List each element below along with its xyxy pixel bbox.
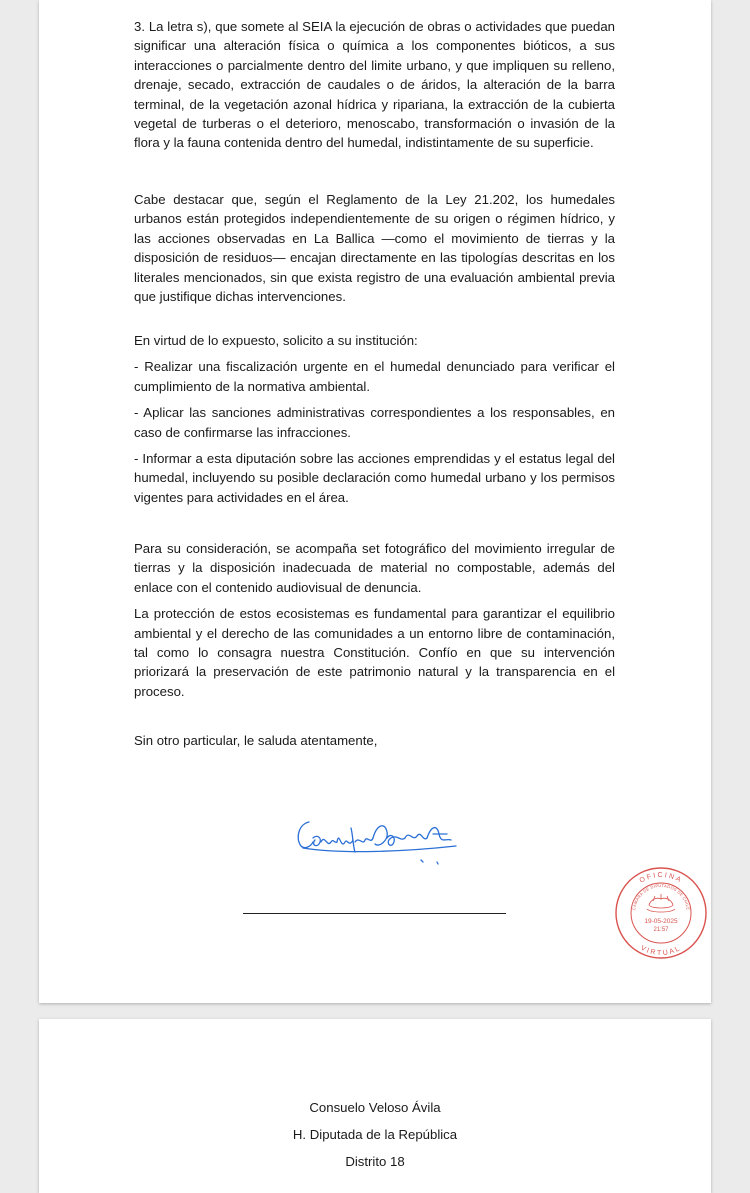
request-item: - Realizar una fiscalización urgente en el humedal denunciado para verificar el cumplimiento de la normativa ambiental.: [134, 359, 615, 394]
signer-name: Consuelo Veloso Ávila: [309, 1100, 441, 1115]
signature-line: [243, 913, 506, 914]
closing-text: Sin otro particular, le saluda atentamente,: [134, 733, 378, 748]
body-paragraph: Cabe destacar que, según el Reglamento de la Ley 21.202, los humedales urbanos están protegidos independientemente de su origen o régimen hídrico, y las acciones observadas en La Ballica —como el movimiento de tierras y la disposición de residuos— encajan directamente en las tipologías descritas en los literales mencionados, sin que exista registro de una evaluación ambiental previa que justifique dichas intervenciones.: [134, 192, 615, 305]
stamp-ring-text: CAMARA DE DIPUTADOS DE CHILE: [631, 882, 691, 911]
signer-title: H. Diputada de la República: [292, 1127, 458, 1142]
body-paragraph: La protección de estos ecosistemas es fundamental para garantizar el equilibrio ambiental y el derecho de las comunidades a un entorno libre de contaminación, tal como lo consagra nuestra Constitución. Confío en que su intervención priorizará la preservación de este patrimonio natural y la transparencia en el proceso.: [134, 606, 615, 699]
document-page-1: [39, 0, 711, 1003]
closing-salutation: [134, 731, 615, 750]
consideration-section: [134, 539, 615, 701]
request-item: - Informar a esta diputación sobre las acciones emprendidas y el estatus legal del humedal, incluyendo su posible declaración como humedal urbano y los permisos vigentes para actividades en el área.: [134, 451, 615, 505]
handwritten-signature: [291, 808, 466, 868]
signer-district: Distrito 18: [345, 1154, 405, 1169]
office-stamp: [611, 865, 711, 960]
body-paragraph: Para su consideración, se acompaña set fotográfico del movimiento irregular de tierras y la disposición inadecuada de material no compostable, además del enlace con el contenido audiovisual de denuncia.: [134, 541, 615, 595]
paragraph-letra-s: [134, 17, 615, 153]
request-section: [134, 331, 615, 507]
stamp-date: 19-05-2025: [644, 918, 678, 925]
paragraph-reglamento: [134, 190, 615, 306]
stamp-bottom-text: VIRTUAL: [639, 944, 683, 958]
request-intro: En virtud de lo expuesto, solicito a su institución:: [134, 333, 418, 348]
stamp-time: 21:57: [653, 927, 669, 933]
stamp-top-text: OFICINA: [638, 872, 684, 885]
document-page-2: [39, 1019, 711, 1193]
request-item: - Aplicar las sanciones administrativas correspondientes a los responsables, en caso de confirmarse las infracciones.: [134, 405, 615, 440]
body-paragraph: 3. La letra s), que somete al SEIA la ejecución de obras o actividades que puedan significar una alteración física o química a los componentes bióticos, a sus interacciones o parcialmente dentro del limite urbano, y que impliquen su relleno, drenaje, secado, extracción de caudales o de áridos, la alteración de la barra terminal, de la vegetación azonal hídrica y ripariana, la extracción de la cubierta vegetal de turberas o el deterioro, menoscabo, transformación o invasión de la flora y la fauna contenida dentro del humedal, indistintamente de su superficie.: [134, 19, 615, 151]
